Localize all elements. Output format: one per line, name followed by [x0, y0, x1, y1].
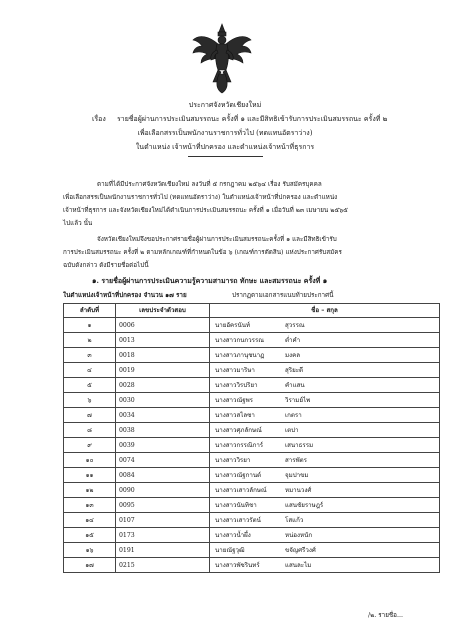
first-name: นางสาวมาริษา [215, 366, 255, 374]
name-cell [210, 423, 440, 438]
first-name: นางสาวณัฐกานต์ [215, 471, 262, 479]
surname: แสนละไม [285, 561, 312, 569]
order-cell: ๖ [64, 393, 116, 408]
exam-id-cell: 0215 [116, 558, 210, 573]
table-row [64, 318, 440, 333]
surname: สารพัตร [285, 456, 307, 464]
para1-line-3: เจ้าหน้าที่ธุรการ และจังหวัดเชียงใหม่ได้ดำเนินการประเมินสมรรถนะ ครั้งที่ ๑ เมื่อวันที่ ๒๓ เมษายน ๒๕๖๕ [63, 207, 348, 214]
para2-line-1: จังหวัดเชียงใหม่จึงขอประกาศรายชื่อผู้ผ่านการประเมินสมรรถนะครั้งที่ ๑ และมีสิทธิเข้ารับ [97, 236, 337, 243]
first-name: นางสาวน้ำผึ้ง [215, 531, 251, 539]
column-header-order: ลำดับที่ [64, 304, 116, 318]
table-row [64, 528, 440, 543]
exam-id-cell: 0034 [116, 408, 210, 423]
first-name: นางสาวนันทิชา [215, 501, 257, 509]
first-name: นางสาวศุภลักษณ์ [215, 426, 262, 434]
subject-label: เรื่อง [92, 115, 106, 123]
table-row [64, 468, 440, 483]
exam-id-cell: 0074 [116, 453, 210, 468]
order-cell: ๓ [64, 348, 116, 363]
continuation-note: /๒. รายชื่อ... [368, 612, 403, 619]
para1-line-4: ไปแล้ว นั้น [63, 220, 93, 227]
first-name: นางสาวภานุชนาฏ [215, 351, 265, 359]
name-cell [210, 363, 440, 378]
exam-id-cell: 0039 [116, 438, 210, 453]
order-cell: ๑๗ [64, 558, 116, 573]
first-name: นางสาวพัชรินทร์ [215, 561, 260, 569]
surname: สุริยะดี [285, 366, 304, 374]
table-header-row [64, 304, 440, 318]
table-row [64, 453, 440, 468]
order-cell: ๔ [64, 363, 116, 378]
section-heading: ๑. รายชื่อผู้ผ่านการประเมินความรู้ความสามารถ ทักษะ และสมรรถนะ ครั้งที่ ๑ [92, 276, 328, 285]
exam-id-cell: 0090 [116, 483, 210, 498]
exam-id-cell: 0028 [116, 378, 210, 393]
surname: คำแสน [285, 381, 305, 389]
name-cell [210, 558, 440, 573]
order-cell: ๗ [64, 408, 116, 423]
surname: หน่องหนัก [285, 531, 313, 539]
column-header-exam-id: เลขประจำตัวสอบ [116, 304, 210, 318]
order-cell: ๕ [64, 378, 116, 393]
order-cell: ๑๔ [64, 513, 116, 528]
exam-id-cell: 0019 [116, 363, 210, 378]
first-name: นางสาวกรรณิการ์ [215, 441, 264, 449]
exam-id-cell: 0038 [116, 423, 210, 438]
subject-line-2: เพื่อเลือกสรรเป็นพนักงานราชการทั่วไป (ทดแทนอัตราว่าง) [137, 129, 313, 137]
table-row [64, 348, 440, 363]
table-row [64, 408, 440, 423]
name-cell [210, 528, 440, 543]
position-note: ปรากฏตามเอกสารแนบท้ายประกาศนี้ [232, 292, 334, 299]
table-row [64, 558, 440, 573]
name-cell [210, 513, 440, 528]
name-cell [210, 318, 440, 333]
table-row [64, 333, 440, 348]
name-cell [210, 468, 440, 483]
surname: หมานวงศ์ [285, 486, 312, 494]
name-cell [210, 498, 440, 513]
order-cell: ๑ [64, 318, 116, 333]
name-cell [210, 393, 440, 408]
first-name: นางสาวกนกวรรณ [215, 336, 265, 344]
column-header-name: ชื่อ – สกุล [210, 304, 440, 318]
name-cell [210, 438, 440, 453]
surname: มงคล [285, 351, 301, 359]
exam-id-cell: 0107 [116, 513, 210, 528]
first-name: นายณัฐวุฒิ [215, 546, 245, 554]
name-cell [210, 378, 440, 393]
exam-id-cell: 0018 [116, 348, 210, 363]
order-cell: ๑๐ [64, 453, 116, 468]
table-row [64, 363, 440, 378]
first-name: นายอัครนันท์ [215, 321, 251, 329]
table-row [64, 423, 440, 438]
name-cell [210, 483, 440, 498]
candidate-table [63, 303, 440, 573]
exam-id-cell: 0191 [116, 543, 210, 558]
table-row [64, 483, 440, 498]
exam-id-cell: 0084 [116, 468, 210, 483]
order-cell: ๑๕ [64, 528, 116, 543]
first-name: นางสาวสไลซา [215, 411, 255, 419]
subject-line-3: ในตำแหน่ง เจ้าหน้าที่ปกครอง และตำแหน่งเจ้าหน้าที่ธุรการ [135, 143, 315, 151]
first-name: นางสาวเสาวรัตน์ [215, 516, 261, 524]
exam-id-cell: 0006 [116, 318, 210, 333]
para2-line-3: ฉบับดังกล่าว ดังมีรายชื่อต่อไปนี้ [63, 262, 149, 269]
order-cell: ๑๓ [64, 498, 116, 513]
name-cell [210, 543, 440, 558]
exam-id-cell: 0013 [116, 333, 210, 348]
first-name: นางสาววิรยา [215, 456, 251, 464]
divider [188, 156, 263, 157]
table-row [64, 543, 440, 558]
garuda-emblem-icon [191, 22, 253, 94]
name-cell [210, 453, 440, 468]
first-name: นางสาวเสาวลักษณ์ [215, 486, 267, 494]
name-cell [210, 333, 440, 348]
surname: วิรามย์ไพ [285, 396, 311, 404]
order-cell: ๑๒ [64, 483, 116, 498]
surname: ต่ำคำ [285, 336, 301, 344]
announcement-title: ประกาศจังหวัดเชียงใหม่ [188, 101, 262, 109]
surname: จุมปาขม [285, 471, 309, 479]
name-cell [210, 408, 440, 423]
exam-id-cell: 0095 [116, 498, 210, 513]
order-cell: ๑๖ [64, 543, 116, 558]
order-cell: ๙ [64, 438, 116, 453]
order-cell: ๘ [64, 423, 116, 438]
table-row [64, 378, 440, 393]
name-cell [210, 348, 440, 363]
table-row [64, 393, 440, 408]
surname: เสนาธรรม [285, 441, 314, 449]
table-row [64, 513, 440, 528]
surname: เตปา [285, 426, 299, 434]
exam-id-cell: 0030 [116, 393, 210, 408]
surname: โสแก้ว [285, 516, 304, 524]
first-name: นางสาววิรปริยา [215, 381, 258, 389]
surname: เกตรา [285, 411, 302, 419]
para2-line-2: การประเมินสมรรถนะ ครั้งที่ ๒ ตามหลักเกณฑ์ที่กำหนดในข้อ ๖ (เกณฑ์การตัดสิน) แห่งประกาศรับสมัคร [63, 249, 342, 256]
subject-line-1: รายชื่อผู้ผ่านการประเมินสมรรถนะ ครั้งที่ ๑ และมีสิทธิเข้ารับการประเมินสมรรถนะ ครั้งที่ ๒ [117, 115, 388, 123]
surname: สุวรรณ [285, 321, 305, 329]
position-line: ในตำแหน่งเจ้าหน้าที่ปกครอง จำนวน ๑๗ ราย [63, 292, 187, 299]
surname: แสนชัยราษฎร์ [285, 501, 324, 509]
table-row [64, 498, 440, 513]
order-cell: ๒ [64, 333, 116, 348]
order-cell: ๑๑ [64, 468, 116, 483]
table-row [64, 438, 440, 453]
surname: ขจัญศรีวงศ์ [285, 546, 316, 554]
para1-line-1: ตามที่ได้มีประกาศจังหวัดเชียงใหม่ ลงวันที่ ๕ กรกฎาคม ๒๕๖๔ เรื่อง รับสมัครบุคคล [97, 181, 322, 188]
exam-id-cell: 0173 [116, 528, 210, 543]
first-name: นางสาวณัฐพร [215, 396, 254, 404]
para1-line-2: เพื่อเลือกสรรเป็นพนักงานราชการทั่วไป (ทดแทนอัตราว่าง) ในตำแหน่งเจ้าหน้าที่ปกครอง และตำแหน่ง [63, 194, 338, 201]
